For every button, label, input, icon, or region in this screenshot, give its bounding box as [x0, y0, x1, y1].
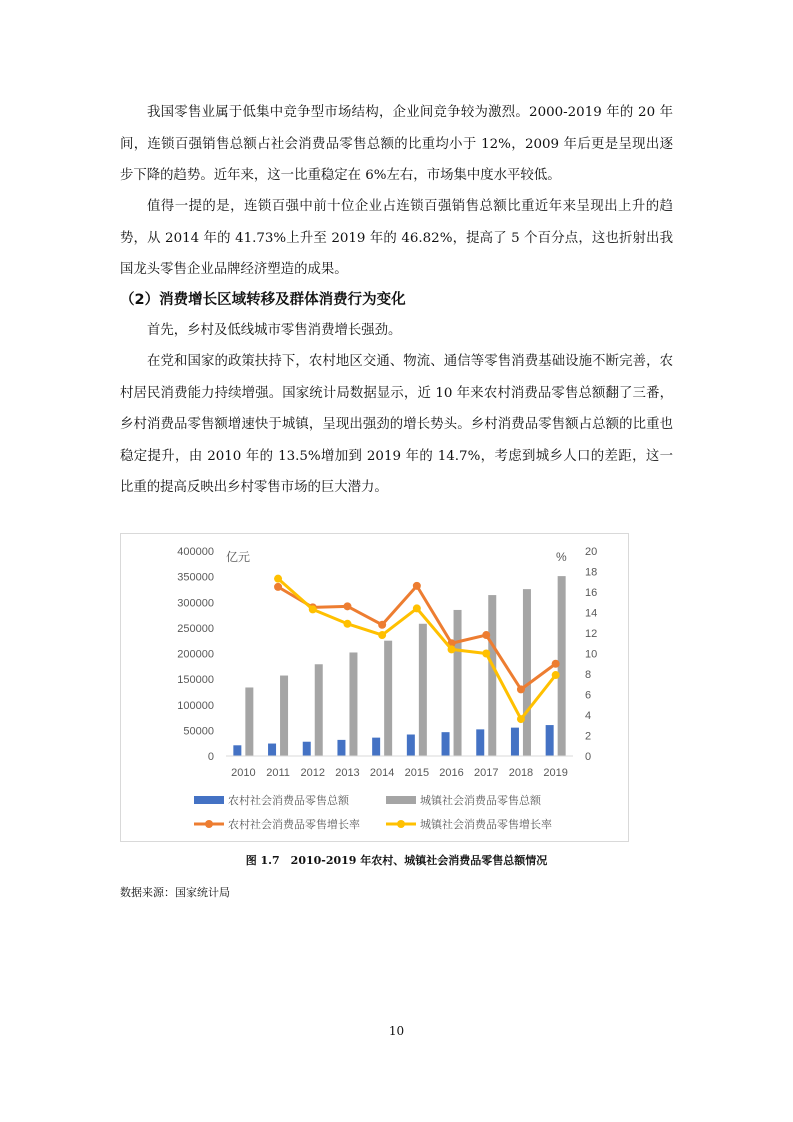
bar-rural-total [476, 729, 484, 756]
x-axis-tick-label: 2017 [474, 767, 499, 779]
point-urban-growth [343, 620, 351, 628]
bar-urban-total [488, 595, 496, 756]
left-axis-tick-label: 400000 [177, 546, 214, 558]
point-urban-growth [552, 671, 560, 679]
left-axis-tick-label: 300000 [177, 597, 214, 610]
legend-label-rural-total: 农村社会消费品零售总额 [228, 794, 349, 807]
bar-urban-total [384, 641, 392, 756]
point-rural-growth [552, 660, 560, 668]
right-axis-tick-label: 2 [585, 730, 592, 743]
x-axis-tick-label: 2014 [369, 767, 395, 779]
point-urban-growth [309, 605, 317, 613]
left-axis-tick-label: 150000 [177, 674, 214, 687]
x-axis-tick-label: 2015 [404, 767, 430, 779]
right-axis-tick-label: 20 [585, 546, 598, 558]
bar-rural-total [442, 732, 450, 756]
bar-rural-total [337, 740, 345, 756]
right-axis-tick-label: 4 [585, 710, 592, 722]
right-axis-tick-label: 10 [585, 648, 598, 661]
point-rural-growth [343, 602, 351, 610]
point-urban-growth [378, 631, 386, 639]
bar-rural-total [303, 742, 311, 756]
point-urban-growth [482, 650, 490, 658]
figure-caption: 图 1.7 2010-2019 年农村、城镇社会消费品零售总额情况 [245, 854, 548, 867]
bar-rural-total [372, 738, 380, 756]
bar-rural-total [233, 745, 241, 756]
right-axis-tick-label: 18 [585, 566, 598, 579]
bar-rural-total [268, 744, 276, 756]
point-rural-growth [482, 631, 490, 639]
right-axis-tick-label: 12 [585, 628, 598, 640]
bar-urban-total [523, 589, 531, 756]
legend-label-urban-total: 城镇社会消费品零售总额 [420, 794, 541, 807]
legend-marker-rural-growth [205, 820, 213, 828]
paragraph-rural-growth-detail: 在党和国家的政策扶持下，农村地区交通、物流、通信等零售消费基础设施不断完善，农村居民消费能力持续增强。国家统计局数据显示，近 10 年来农村消费品零售总额翻了三番，乡村消费品零售额增速快于城镇，呈现出强劲的增长势头。乡村消费品零售额占总额的比重也稳定提升，由 2010 年的 13.5%增加到 2019 年的 14.7%，考虑到城乡人口的差距，这一比重的提高反映出乡村零售市场的巨大潜力。 [120, 354, 673, 495]
point-rural-growth [378, 621, 386, 629]
left-axis-tick-label: 350000 [177, 571, 214, 584]
left-axis-tick-label: 250000 [177, 622, 214, 635]
x-axis-tick-label: 2019 [543, 767, 568, 779]
legend-marker-urban-growth [397, 820, 405, 828]
right-axis-tick-label: 8 [585, 669, 592, 681]
point-urban-growth [274, 575, 282, 583]
point-urban-growth [517, 715, 525, 723]
data-source: 数据来源：国家统计局 [120, 886, 230, 899]
retail-sales-chart [121, 534, 630, 843]
legend-swatch-urban-total [386, 796, 416, 804]
bar-urban-total [245, 687, 253, 756]
point-urban-growth [448, 645, 456, 653]
paragraph-rural-growth-intro: 首先，乡村及低线城市零售消费增长强劲。 [147, 323, 402, 338]
left-axis-tick-label: 200000 [177, 648, 214, 661]
bar-urban-total [280, 676, 288, 756]
x-axis-tick-label: 2010 [231, 767, 256, 779]
right-axis-tick-label: 14 [585, 607, 598, 620]
bar-urban-total [315, 664, 323, 756]
left-axis-tick-label: 0 [207, 751, 214, 763]
point-rural-growth [517, 685, 525, 693]
bar-urban-total [419, 624, 427, 756]
x-axis-tick-label: 2011 [266, 767, 290, 779]
bar-rural-total [511, 728, 519, 756]
left-axis-unit: 亿元 [226, 550, 251, 564]
right-axis-tick-label: 16 [585, 587, 598, 599]
left-axis-tick-label: 50000 [183, 725, 214, 738]
legend-swatch-rural-total [194, 796, 224, 804]
x-axis-tick-label: 2012 [300, 767, 325, 779]
left-axis-tick-label: 100000 [177, 699, 214, 712]
x-axis-tick-label: 2016 [439, 767, 464, 779]
bar-rural-total [407, 735, 415, 756]
bar-urban-total [349, 652, 357, 756]
right-axis-tick-label: 6 [585, 689, 592, 702]
section-heading: （2）消费增长区域转移及群体消费行为变化 [120, 292, 406, 308]
legend-label-rural-growth: 农村社会消费品零售增长率 [228, 818, 360, 831]
point-urban-growth [413, 604, 421, 612]
paragraph-market-structure: 我国零售业属于低集中竞争型市场结构，企业间竞争较为激烈。2000-2019 年的 20 年间，连锁百强销售总额占社会消费品零售总额的比重均小于 12%，2009 年后更是呈现出逐步下降的趋势。近年来，这一比重稳定在 6%左右，市场集中度水平较低。 [120, 105, 673, 183]
point-rural-growth [413, 582, 421, 590]
bar-rural-total [546, 725, 554, 756]
right-axis-tick-label: 0 [585, 751, 592, 763]
page-number: 10 [388, 1024, 405, 1038]
bar-urban-total [454, 610, 462, 756]
paragraph-top-ten-share: 值得一提的是，连锁百强中前十位企业占连锁百强销售总额比重近年来呈现出上升的趋势，从 2014 年的 41.73%上升至 2019 年的 46.82%，提高了 5 个百分点，这也折射出我国龙头零售企业品牌经济塑造的成果。 [120, 199, 673, 277]
x-axis-tick-label: 2018 [508, 767, 534, 779]
point-rural-growth [274, 583, 282, 591]
legend-label-urban-growth: 城镇社会消费品零售增长率 [420, 818, 552, 831]
chart-legend [194, 793, 552, 831]
chart-container [120, 533, 629, 842]
x-axis-tick-label: 2013 [335, 767, 360, 779]
right-axis-unit: % [556, 550, 567, 564]
